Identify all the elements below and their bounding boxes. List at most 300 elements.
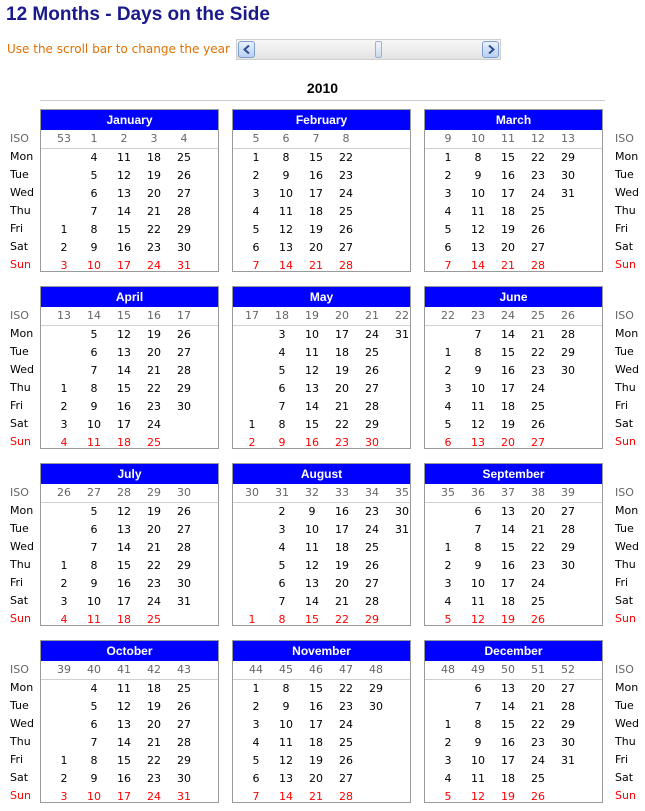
day-cell[interactable]: 10 <box>305 523 319 536</box>
day-cell[interactable]: 4 <box>252 736 260 749</box>
day-cell[interactable]: 1 <box>444 718 452 731</box>
sunday-cell[interactable]: 21 <box>309 790 323 803</box>
day-cell[interactable]: 18 <box>309 736 323 749</box>
sunday-cell[interactable]: 15 <box>305 613 319 626</box>
day-cell[interactable]: 20 <box>147 523 161 536</box>
day-cell[interactable]: 2 <box>60 577 68 590</box>
day-cell[interactable]: 26 <box>339 223 353 236</box>
day-cell[interactable]: 1 <box>60 382 68 395</box>
day-cell[interactable]: 17 <box>117 595 131 608</box>
sunday-cell[interactable]: 20 <box>501 436 515 449</box>
day-cell[interactable]: 4 <box>90 682 98 695</box>
day-cell[interactable]: 5 <box>444 223 452 236</box>
day-cell[interactable]: 14 <box>501 700 515 713</box>
day-cell[interactable]: 14 <box>501 523 515 536</box>
day-cell[interactable]: 16 <box>335 505 349 518</box>
sunday-cell[interactable]: 5 <box>444 790 452 803</box>
day-cell[interactable]: 19 <box>147 700 161 713</box>
day-cell[interactable]: 21 <box>147 736 161 749</box>
day-cell[interactable]: 21 <box>335 595 349 608</box>
day-cell[interactable]: 29 <box>561 718 575 731</box>
day-cell[interactable]: 6 <box>278 577 286 590</box>
day-cell[interactable]: 29 <box>177 382 191 395</box>
day-cell[interactable]: 5 <box>444 418 452 431</box>
day-cell[interactable]: 13 <box>279 241 293 254</box>
day-cell[interactable]: 16 <box>501 736 515 749</box>
day-cell[interactable]: 20 <box>335 577 349 590</box>
day-cell[interactable]: 3 <box>444 187 452 200</box>
day-cell[interactable]: 25 <box>365 541 379 554</box>
day-cell[interactable]: 4 <box>444 400 452 413</box>
day-cell[interactable]: 15 <box>501 151 515 164</box>
day-cell[interactable]: 30 <box>369 700 383 713</box>
day-cell[interactable]: 1 <box>444 346 452 359</box>
day-cell[interactable]: 18 <box>501 595 515 608</box>
day-cell[interactable]: 26 <box>339 754 353 767</box>
day-cell[interactable]: 15 <box>117 559 131 572</box>
day-cell[interactable]: 5 <box>278 559 286 572</box>
day-cell[interactable]: 21 <box>147 205 161 218</box>
day-cell[interactable]: 19 <box>501 418 515 431</box>
day-cell[interactable]: 21 <box>147 541 161 554</box>
day-cell[interactable]: 12 <box>279 754 293 767</box>
day-cell[interactable]: 5 <box>252 223 260 236</box>
day-cell[interactable]: 5 <box>90 700 98 713</box>
day-cell[interactable]: 14 <box>117 364 131 377</box>
day-cell[interactable]: 15 <box>309 682 323 695</box>
day-cell[interactable]: 2 <box>60 400 68 413</box>
sunday-cell[interactable]: 16 <box>305 436 319 449</box>
sunday-cell[interactable]: 9 <box>278 436 286 449</box>
day-cell[interactable]: 6 <box>474 682 482 695</box>
day-cell[interactable]: 10 <box>279 718 293 731</box>
sunday-cell[interactable]: 7 <box>252 259 260 272</box>
sunday-cell[interactable]: 29 <box>365 613 379 626</box>
day-cell[interactable]: 12 <box>305 559 319 572</box>
day-cell[interactable]: 5 <box>90 169 98 182</box>
day-cell[interactable]: 29 <box>561 151 575 164</box>
day-cell[interactable]: 26 <box>177 169 191 182</box>
day-cell[interactable]: 10 <box>279 187 293 200</box>
sunday-cell[interactable]: 5 <box>444 613 452 626</box>
sunday-cell[interactable]: 19 <box>501 613 515 626</box>
day-cell[interactable]: 3 <box>444 382 452 395</box>
day-cell[interactable]: 31 <box>177 595 191 608</box>
day-cell[interactable]: 31 <box>561 754 575 767</box>
day-cell[interactable]: 2 <box>444 559 452 572</box>
day-cell[interactable]: 19 <box>335 559 349 572</box>
day-cell[interactable]: 1 <box>252 151 260 164</box>
sunday-cell[interactable]: 1 <box>248 613 256 626</box>
day-cell[interactable]: 3 <box>278 328 286 341</box>
sunday-cell[interactable]: 18 <box>117 436 131 449</box>
day-cell[interactable]: 7 <box>474 700 482 713</box>
day-cell[interactable]: 19 <box>335 364 349 377</box>
day-cell[interactable]: 20 <box>335 382 349 395</box>
day-cell[interactable]: 15 <box>501 346 515 359</box>
day-cell[interactable]: 25 <box>177 682 191 695</box>
day-cell[interactable]: 23 <box>339 169 353 182</box>
day-cell[interactable]: 11 <box>117 682 131 695</box>
day-cell[interactable]: 18 <box>147 151 161 164</box>
day-cell[interactable]: 19 <box>147 505 161 518</box>
sunday-cell[interactable]: 28 <box>339 790 353 803</box>
day-cell[interactable]: 16 <box>501 169 515 182</box>
day-cell[interactable]: 12 <box>305 364 319 377</box>
day-cell[interactable]: 2 <box>60 772 68 785</box>
day-cell[interactable]: 26 <box>531 223 545 236</box>
day-cell[interactable]: 27 <box>177 346 191 359</box>
day-cell[interactable]: 6 <box>90 718 98 731</box>
day-cell[interactable]: 22 <box>531 718 545 731</box>
day-cell[interactable]: 17 <box>309 718 323 731</box>
sunday-cell[interactable]: 21 <box>501 259 515 272</box>
day-cell[interactable]: 10 <box>471 382 485 395</box>
day-cell[interactable]: 9 <box>308 505 316 518</box>
day-cell[interactable]: 18 <box>309 205 323 218</box>
day-cell[interactable]: 23 <box>339 700 353 713</box>
day-cell[interactable]: 4 <box>278 346 286 359</box>
day-cell[interactable]: 13 <box>501 682 515 695</box>
day-cell[interactable]: 17 <box>335 328 349 341</box>
day-cell[interactable]: 23 <box>147 772 161 785</box>
sunday-cell[interactable]: 30 <box>365 436 379 449</box>
day-cell[interactable]: 11 <box>471 772 485 785</box>
sunday-cell[interactable]: 10 <box>87 790 101 803</box>
day-cell[interactable]: 8 <box>474 346 482 359</box>
day-cell[interactable]: 30 <box>561 169 575 182</box>
day-cell[interactable]: 26 <box>177 505 191 518</box>
day-cell[interactable]: 18 <box>335 346 349 359</box>
day-cell[interactable]: 14 <box>305 400 319 413</box>
day-cell[interactable]: 9 <box>90 772 98 785</box>
day-cell[interactable]: 12 <box>117 169 131 182</box>
day-cell[interactable]: 27 <box>177 187 191 200</box>
day-cell[interactable]: 29 <box>177 754 191 767</box>
day-cell[interactable]: 2 <box>444 364 452 377</box>
sunday-cell[interactable]: 8 <box>278 613 286 626</box>
day-cell[interactable]: 17 <box>501 577 515 590</box>
day-cell[interactable]: 12 <box>279 223 293 236</box>
day-cell[interactable]: 11 <box>279 205 293 218</box>
day-cell[interactable]: 8 <box>90 382 98 395</box>
day-cell[interactable]: 13 <box>117 187 131 200</box>
day-cell[interactable]: 23 <box>147 400 161 413</box>
scroll-left-button[interactable] <box>238 41 255 58</box>
sunday-cell[interactable]: 21 <box>309 259 323 272</box>
day-cell[interactable]: 29 <box>561 541 575 554</box>
day-cell[interactable]: 12 <box>471 223 485 236</box>
day-cell[interactable]: 16 <box>309 169 323 182</box>
day-cell[interactable]: 8 <box>90 559 98 572</box>
day-cell[interactable]: 1 <box>60 223 68 236</box>
day-cell[interactable]: 25 <box>177 151 191 164</box>
day-cell[interactable]: 2 <box>252 700 260 713</box>
day-cell[interactable]: 5 <box>252 754 260 767</box>
day-cell[interactable]: 12 <box>471 418 485 431</box>
day-cell[interactable]: 15 <box>117 223 131 236</box>
day-cell[interactable]: 8 <box>474 718 482 731</box>
day-cell[interactable]: 11 <box>471 595 485 608</box>
day-cell[interactable]: 25 <box>531 772 545 785</box>
day-cell[interactable]: 20 <box>309 241 323 254</box>
day-cell[interactable]: 10 <box>305 328 319 341</box>
day-cell[interactable]: 9 <box>282 700 290 713</box>
day-cell[interactable]: 24 <box>531 382 545 395</box>
day-cell[interactable]: 18 <box>501 400 515 413</box>
day-cell[interactable]: 25 <box>339 736 353 749</box>
sunday-cell[interactable]: 28 <box>339 259 353 272</box>
sunday-cell[interactable]: 3 <box>60 259 68 272</box>
sunday-cell[interactable]: 11 <box>87 436 101 449</box>
day-cell[interactable]: 10 <box>87 595 101 608</box>
day-cell[interactable]: 23 <box>531 364 545 377</box>
day-cell[interactable]: 19 <box>147 169 161 182</box>
day-cell[interactable]: 16 <box>117 577 131 590</box>
sunday-cell[interactable]: 17 <box>117 259 131 272</box>
day-cell[interactable]: 28 <box>561 700 575 713</box>
day-cell[interactable]: 16 <box>117 400 131 413</box>
day-cell[interactable]: 16 <box>501 559 515 572</box>
sunday-cell[interactable]: 19 <box>501 790 515 803</box>
day-cell[interactable]: 2 <box>444 169 452 182</box>
day-cell[interactable]: 11 <box>305 346 319 359</box>
day-cell[interactable]: 13 <box>117 718 131 731</box>
day-cell[interactable]: 24 <box>531 754 545 767</box>
scroll-right-button[interactable] <box>482 41 499 58</box>
day-cell[interactable]: 10 <box>471 754 485 767</box>
day-cell[interactable]: 15 <box>309 151 323 164</box>
day-cell[interactable]: 29 <box>177 223 191 236</box>
day-cell[interactable]: 18 <box>147 682 161 695</box>
day-cell[interactable]: 11 <box>471 205 485 218</box>
sunday-cell[interactable]: 12 <box>471 790 485 803</box>
day-cell[interactable]: 21 <box>147 364 161 377</box>
day-cell[interactable]: 24 <box>147 595 161 608</box>
day-cell[interactable]: 21 <box>531 523 545 536</box>
day-cell[interactable]: 24 <box>147 418 161 431</box>
day-cell[interactable]: 13 <box>279 772 293 785</box>
day-cell[interactable]: 15 <box>117 382 131 395</box>
day-cell[interactable]: 22 <box>531 346 545 359</box>
day-cell[interactable]: 20 <box>147 187 161 200</box>
day-cell[interactable]: 13 <box>117 523 131 536</box>
day-cell[interactable]: 9 <box>90 577 98 590</box>
day-cell[interactable]: 10 <box>471 187 485 200</box>
day-cell[interactable]: 12 <box>117 505 131 518</box>
day-cell[interactable]: 22 <box>339 151 353 164</box>
day-cell[interactable]: 12 <box>117 700 131 713</box>
day-cell[interactable]: 24 <box>365 328 379 341</box>
year-scrollbar[interactable] <box>236 39 501 60</box>
day-cell[interactable]: 6 <box>90 523 98 536</box>
day-cell[interactable]: 22 <box>339 682 353 695</box>
day-cell[interactable]: 9 <box>474 169 482 182</box>
day-cell[interactable]: 7 <box>90 205 98 218</box>
day-cell[interactable]: 14 <box>305 595 319 608</box>
day-cell[interactable]: 2 <box>444 736 452 749</box>
sunday-cell[interactable]: 11 <box>87 613 101 626</box>
day-cell[interactable]: 16 <box>117 241 131 254</box>
day-cell[interactable]: 7 <box>474 328 482 341</box>
sunday-cell[interactable]: 22 <box>335 613 349 626</box>
day-cell[interactable]: 16 <box>117 772 131 785</box>
day-cell[interactable]: 7 <box>90 541 98 554</box>
day-cell[interactable]: 11 <box>279 736 293 749</box>
day-cell[interactable]: 15 <box>305 418 319 431</box>
day-cell[interactable]: 10 <box>471 577 485 590</box>
day-cell[interactable]: 8 <box>282 151 290 164</box>
sunday-cell[interactable]: 26 <box>531 613 545 626</box>
day-cell[interactable]: 27 <box>561 682 575 695</box>
day-cell[interactable]: 2 <box>252 169 260 182</box>
day-cell[interactable]: 11 <box>117 151 131 164</box>
day-cell[interactable]: 8 <box>474 541 482 554</box>
day-cell[interactable]: 26 <box>365 364 379 377</box>
day-cell[interactable]: 23 <box>531 559 545 572</box>
day-cell[interactable]: 24 <box>531 577 545 590</box>
sunday-cell[interactable]: 24 <box>147 259 161 272</box>
day-cell[interactable]: 29 <box>177 559 191 572</box>
sunday-cell[interactable]: 4 <box>60 613 68 626</box>
sunday-cell[interactable]: 18 <box>117 613 131 626</box>
sunday-cell[interactable]: 24 <box>147 790 161 803</box>
day-cell[interactable]: 14 <box>501 328 515 341</box>
day-cell[interactable]: 5 <box>90 328 98 341</box>
day-cell[interactable]: 31 <box>395 328 409 341</box>
day-cell[interactable]: 28 <box>177 541 191 554</box>
day-cell[interactable]: 9 <box>90 241 98 254</box>
day-cell[interactable]: 13 <box>117 346 131 359</box>
day-cell[interactable]: 8 <box>90 754 98 767</box>
day-cell[interactable]: 23 <box>147 241 161 254</box>
day-cell[interactable]: 11 <box>305 541 319 554</box>
day-cell[interactable]: 31 <box>395 523 409 536</box>
day-cell[interactable]: 8 <box>90 223 98 236</box>
day-cell[interactable]: 23 <box>531 736 545 749</box>
day-cell[interactable]: 22 <box>335 418 349 431</box>
day-cell[interactable]: 7 <box>90 364 98 377</box>
day-cell[interactable]: 5 <box>278 364 286 377</box>
day-cell[interactable]: 28 <box>177 364 191 377</box>
day-cell[interactable]: 28 <box>177 205 191 218</box>
day-cell[interactable]: 4 <box>90 151 98 164</box>
day-cell[interactable]: 1 <box>248 418 256 431</box>
day-cell[interactable]: 8 <box>474 151 482 164</box>
day-cell[interactable]: 25 <box>339 205 353 218</box>
day-cell[interactable]: 22 <box>147 754 161 767</box>
day-cell[interactable]: 30 <box>561 736 575 749</box>
day-cell[interactable]: 9 <box>90 400 98 413</box>
day-cell[interactable]: 17 <box>117 418 131 431</box>
day-cell[interactable]: 27 <box>365 577 379 590</box>
day-cell[interactable]: 19 <box>309 754 323 767</box>
day-cell[interactable]: 14 <box>117 205 131 218</box>
day-cell[interactable]: 25 <box>365 346 379 359</box>
day-cell[interactable]: 16 <box>309 700 323 713</box>
day-cell[interactable]: 27 <box>531 241 545 254</box>
day-cell[interactable]: 19 <box>147 328 161 341</box>
sunday-cell[interactable]: 14 <box>279 790 293 803</box>
sunday-cell[interactable]: 13 <box>471 436 485 449</box>
day-cell[interactable]: 13 <box>305 382 319 395</box>
day-cell[interactable]: 24 <box>365 523 379 536</box>
day-cell[interactable]: 21 <box>531 700 545 713</box>
day-cell[interactable]: 2 <box>278 505 286 518</box>
day-cell[interactable]: 22 <box>531 541 545 554</box>
sunday-cell[interactable]: 7 <box>444 259 452 272</box>
sunday-cell[interactable]: 17 <box>117 790 131 803</box>
day-cell[interactable]: 6 <box>90 187 98 200</box>
day-cell[interactable]: 16 <box>501 364 515 377</box>
day-cell[interactable]: 27 <box>177 523 191 536</box>
day-cell[interactable]: 30 <box>561 559 575 572</box>
sunday-cell[interactable]: 23 <box>335 436 349 449</box>
sunday-cell[interactable]: 2 <box>248 436 256 449</box>
day-cell[interactable]: 15 <box>117 754 131 767</box>
day-cell[interactable]: 22 <box>147 382 161 395</box>
day-cell[interactable]: 22 <box>531 151 545 164</box>
day-cell[interactable]: 24 <box>339 187 353 200</box>
sunday-cell[interactable]: 7 <box>252 790 260 803</box>
day-cell[interactable]: 23 <box>531 169 545 182</box>
day-cell[interactable]: 18 <box>501 772 515 785</box>
day-cell[interactable]: 18 <box>501 205 515 218</box>
day-cell[interactable]: 1 <box>252 682 260 695</box>
day-cell[interactable]: 15 <box>501 541 515 554</box>
day-cell[interactable]: 3 <box>444 577 452 590</box>
day-cell[interactable]: 28 <box>365 400 379 413</box>
day-cell[interactable]: 3 <box>252 187 260 200</box>
day-cell[interactable]: 25 <box>531 205 545 218</box>
day-cell[interactable]: 27 <box>177 718 191 731</box>
day-cell[interactable]: 17 <box>335 523 349 536</box>
day-cell[interactable]: 30 <box>561 364 575 377</box>
day-cell[interactable]: 6 <box>278 382 286 395</box>
day-cell[interactable]: 1 <box>444 541 452 554</box>
day-cell[interactable]: 3 <box>444 754 452 767</box>
day-cell[interactable]: 17 <box>501 187 515 200</box>
day-cell[interactable]: 29 <box>369 682 383 695</box>
day-cell[interactable]: 1 <box>444 151 452 164</box>
day-cell[interactable]: 27 <box>561 505 575 518</box>
sunday-cell[interactable]: 26 <box>531 790 545 803</box>
sunday-cell[interactable]: 3 <box>60 790 68 803</box>
day-cell[interactable]: 6 <box>474 505 482 518</box>
sunday-cell[interactable]: 14 <box>471 259 485 272</box>
day-cell[interactable]: 28 <box>561 328 575 341</box>
day-cell[interactable]: 28 <box>561 523 575 536</box>
sunday-cell[interactable]: 14 <box>279 259 293 272</box>
day-cell[interactable]: 7 <box>474 523 482 536</box>
day-cell[interactable]: 29 <box>561 346 575 359</box>
day-cell[interactable]: 26 <box>177 328 191 341</box>
day-cell[interactable]: 26 <box>365 559 379 572</box>
sunday-cell[interactable]: 25 <box>147 436 161 449</box>
day-cell[interactable]: 7 <box>90 736 98 749</box>
day-cell[interactable]: 30 <box>395 505 409 518</box>
day-cell[interactable]: 11 <box>471 400 485 413</box>
day-cell[interactable]: 15 <box>501 718 515 731</box>
day-cell[interactable]: 6 <box>252 772 260 785</box>
day-cell[interactable]: 5 <box>90 505 98 518</box>
day-cell[interactable]: 20 <box>147 718 161 731</box>
day-cell[interactable]: 8 <box>278 418 286 431</box>
day-cell[interactable]: 21 <box>335 400 349 413</box>
day-cell[interactable]: 18 <box>335 541 349 554</box>
day-cell[interactable]: 23 <box>147 577 161 590</box>
day-cell[interactable]: 20 <box>147 346 161 359</box>
